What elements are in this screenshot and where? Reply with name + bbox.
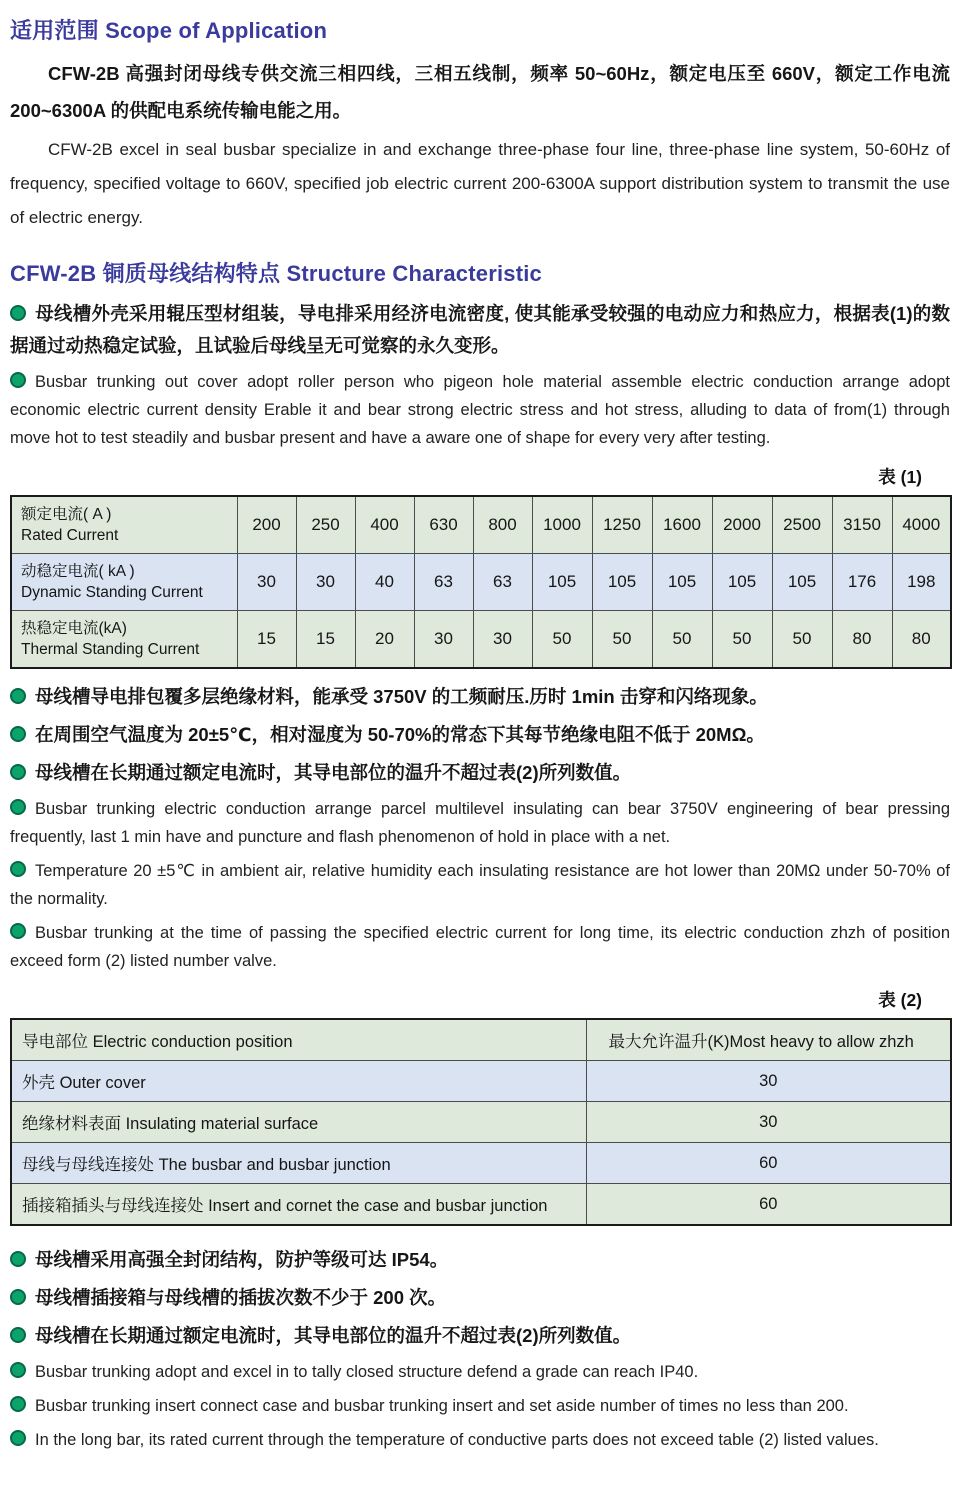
- table-cell: 176: [832, 554, 892, 611]
- table-cell: 30: [473, 611, 532, 669]
- table-header-position: 导电部位 Electric conduction position: [11, 1019, 586, 1061]
- bullet-text: 母线槽采用高强全封闭结构，防护等级可达 IP54。: [35, 1249, 449, 1270]
- table-row: [11, 611, 951, 669]
- bullet-dot-icon: [10, 726, 26, 742]
- table-cell: 105: [712, 554, 772, 611]
- table-cell-value: 30: [586, 1102, 951, 1143]
- table-row-label: [11, 611, 237, 669]
- table-row: [11, 1143, 951, 1184]
- bullet-dot-icon: [10, 305, 26, 321]
- bullet-dot-icon: [10, 1396, 26, 1412]
- list-item: [10, 757, 950, 789]
- list-item: [10, 298, 950, 362]
- list-item: [10, 1282, 950, 1314]
- table-cell: 800: [473, 496, 532, 554]
- table-cell: 30: [296, 554, 355, 611]
- list-item: [10, 919, 950, 975]
- table-row: [11, 1184, 951, 1226]
- table-header-limit: 最大允许温升(K)Most heavy to allow zhzh: [586, 1019, 951, 1061]
- bullet-text: 母线槽插接箱与母线槽的插拔次数不少于 200 次。: [35, 1287, 447, 1308]
- bullet-dot-icon: [10, 764, 26, 780]
- table-cell: 80: [832, 611, 892, 669]
- table-row-label: [11, 554, 237, 611]
- table-cell: 1000: [532, 496, 592, 554]
- list-item: [10, 1358, 950, 1386]
- table-cell: 105: [652, 554, 712, 611]
- row-label-en: Thermal Standing Current: [21, 641, 200, 658]
- section-title-structure: CFW-2B 铜质母线结构特点 Structure Characteristic: [10, 261, 542, 286]
- table-cell: 50: [652, 611, 712, 669]
- bullet-text: Busbar trunking adopt and excel in to tally closed structure defend a grade can reach IP40.: [35, 1363, 699, 1381]
- table-cell: 50: [712, 611, 772, 669]
- table-cell-label: 外壳 Outer cover: [11, 1061, 586, 1102]
- table-row-label: [11, 496, 237, 554]
- table-cell: 40: [355, 554, 414, 611]
- bullet-dot-icon: [10, 1430, 26, 1446]
- table-cell: 63: [473, 554, 532, 611]
- table-cell: 200: [237, 496, 296, 554]
- row-label-cn: 动稳定电流( kA ): [21, 563, 135, 580]
- bullet-text: Busbar trunking insert connect case and busbar trunking insert and set aside number of times no less than 200.: [35, 1397, 849, 1415]
- table-cell: 15: [296, 611, 355, 669]
- bullet-text: 母线槽导电排包覆多层绝缘材料，能承受 3750V 的工频耐压.历时 1min 击穿和闪络现象。: [35, 686, 768, 707]
- table-cell: 3150: [832, 496, 892, 554]
- table-cell: 20: [355, 611, 414, 669]
- table-cell: 50: [592, 611, 652, 669]
- table-cell-value: 60: [586, 1184, 951, 1226]
- bullet-text: 母线槽在长期通过额定电流时，其导电部位的温升不超过表(2)所列数值。: [35, 1325, 632, 1346]
- table-cell: 15: [237, 611, 296, 669]
- table-cell: 105: [532, 554, 592, 611]
- table-cell-label: 插接箱插头与母线连接处 Insert and cornet the case and busbar junction: [11, 1184, 586, 1226]
- bullet-text: 在周围空气温度为 20±5℃，相对湿度为 50-70%的常态下其每节绝缘电阻不低于 20MΩ。: [35, 724, 765, 745]
- mid-bullet-list: [10, 681, 950, 975]
- bullet-dot-icon: [10, 799, 26, 815]
- list-item: [10, 1426, 950, 1454]
- table2-caption: 表 (2): [878, 990, 922, 1010]
- table1-rated-current: [10, 495, 952, 669]
- list-item: [10, 681, 950, 713]
- bullet-dot-icon: [10, 372, 26, 388]
- bullet-dot-icon: [10, 861, 26, 877]
- table-cell: 63: [414, 554, 473, 611]
- table-row: [11, 496, 951, 554]
- list-item: [10, 1320, 950, 1352]
- table-cell-label: 绝缘材料表面 Insulating material surface: [11, 1102, 586, 1143]
- structure-bullet-list: [10, 298, 950, 452]
- row-label-en: Rated Current: [21, 527, 119, 544]
- list-item: [10, 368, 950, 452]
- table-cell: 50: [772, 611, 832, 669]
- table1-caption: 表 (1): [878, 467, 922, 487]
- table-cell: 250: [296, 496, 355, 554]
- table2-temperature-rise: [10, 1018, 952, 1226]
- table-cell: 1250: [592, 496, 652, 554]
- list-item: [10, 1244, 950, 1276]
- row-label-cn: 额定电流( A ): [21, 506, 112, 523]
- table-row: [11, 1061, 951, 1102]
- bullet-dot-icon: [10, 1362, 26, 1378]
- bullet-dot-icon: [10, 1327, 26, 1343]
- table-cell: 400: [355, 496, 414, 554]
- bullet-dot-icon: [10, 1251, 26, 1267]
- application-paragraph-en: CFW-2B excel in seal busbar specialize in and exchange three-phase four line, three-phase line system, 50-60Hz of frequency, specified voltage to 660V, specified job electric current 200-6300A support distribution system to transmit the use of electric energy.: [10, 140, 950, 227]
- bullet-dot-icon: [10, 1289, 26, 1305]
- bullet-text: Busbar trunking at the time of passing the specified electric current for long time, its electric conduction zhzh of position exceed form (2) listed number valve.: [10, 924, 950, 970]
- bullet-text: In the long bar, its rated current through the temperature of conductive parts does not exceed table (2) listed values.: [35, 1431, 879, 1449]
- application-paragraph-cn: CFW-2B 高强封闭母线专供交流三相四线，三相五线制，频率 50~60Hz，额定电压至 660V，额定工作电流 200~6300A 的供配电系统传输电能之用。: [10, 63, 950, 121]
- row-label-en: Dynamic Standing Current: [21, 584, 203, 601]
- bottom-bullet-list: [10, 1244, 950, 1454]
- table-cell: 105: [772, 554, 832, 611]
- list-item: [10, 857, 950, 913]
- table-cell-value: 30: [586, 1061, 951, 1102]
- table-cell: 50: [532, 611, 592, 669]
- table-row: [11, 554, 951, 611]
- bullet-dot-icon: [10, 688, 26, 704]
- bullet-text: 母线槽在长期通过额定电流时，其导电部位的温升不超过表(2)所列数值。: [35, 762, 632, 783]
- bullet-text: 母线槽外壳采用辊压型材组装，导电排采用经济电流密度, 使其能承受较强的电动应力和热应力，根据表(1)的数据通过动热稳定试验，且试验后母线呈无可觉察的永久变形。: [10, 303, 950, 356]
- table-cell: 630: [414, 496, 473, 554]
- table-cell: 30: [414, 611, 473, 669]
- table-row: [11, 1102, 951, 1143]
- table-cell: 198: [892, 554, 951, 611]
- bullet-dot-icon: [10, 923, 26, 939]
- table-cell: 2000: [712, 496, 772, 554]
- list-item: [10, 1392, 950, 1420]
- row-label-cn: 热稳定电流(kA): [21, 620, 127, 637]
- table-row: [11, 1019, 951, 1061]
- table-cell-value: 60: [586, 1143, 951, 1184]
- table-cell-label: 母线与母线连接处 The busbar and busbar junction: [11, 1143, 586, 1184]
- section-title-application: 适用范围 Scope of Application: [10, 18, 328, 43]
- table-cell: 30: [237, 554, 296, 611]
- table-cell: 105: [592, 554, 652, 611]
- table-cell: 80: [892, 611, 951, 669]
- table-cell: 1600: [652, 496, 712, 554]
- list-item: [10, 795, 950, 851]
- list-item: [10, 719, 950, 751]
- bullet-text: Busbar trunking electric conduction arrange parcel multilevel insulating can bear 3750V engineering of bear pressing frequently, last 1 min have and puncture and flash phenomenon of hold in place with a net.: [10, 800, 950, 846]
- bullet-text: Busbar trunking out cover adopt roller person who pigeon hole material assemble electric conduction arrange adopt economic electric current density Erable it and bear strong electric stress and hot stress, alluding to data of from(1) through move hot to test steadily and busbar present and have a aware one of shape for every very after testing.: [10, 373, 950, 447]
- bullet-text: Temperature 20 ±5℃ in ambient air, relative humidity each insulating resistance are hot lower than 20MΩ under 50-70% of the normality.: [10, 862, 950, 908]
- table-cell: 4000: [892, 496, 951, 554]
- table-cell: 2500: [772, 496, 832, 554]
